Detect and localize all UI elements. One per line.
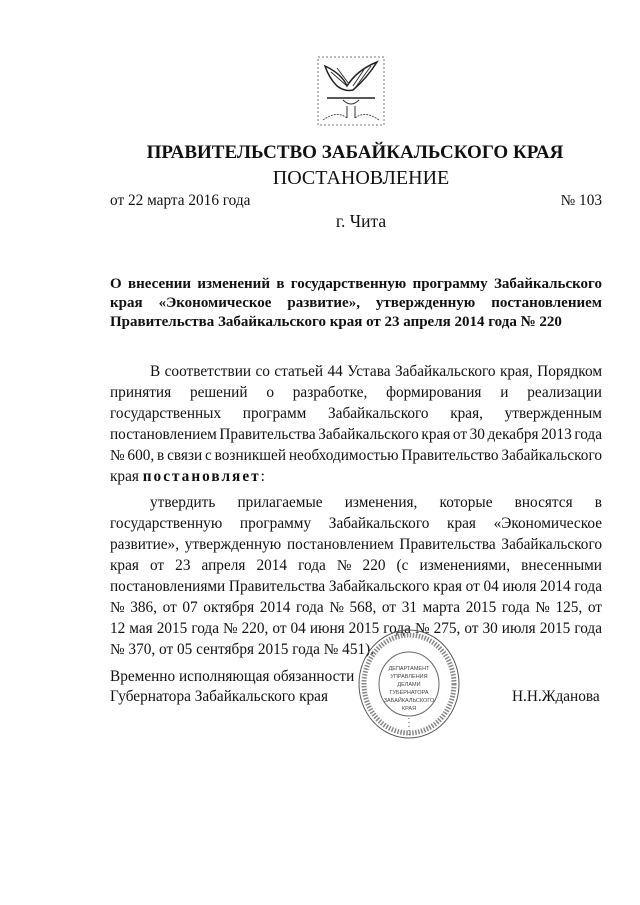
decree-verb: постановляет [142,468,261,485]
title-line: края «Экономическое развитие», утвержденную постановлением [110,295,602,311]
org-name: ПРАВИТЕЛЬСТВО ЗАБАЙКАЛЬСКОГО КРАЯ [146,142,564,163]
signatory-position [110,667,354,707]
text-line: постановлением Правительства Забайкальского края от 30 декабря 2013 года [110,426,602,443]
text-line: постановлениями Правительства Забайкальского края от 04 июля 2014 года [110,578,602,595]
text-line: утвердить прилагаемые изменения, которые вносятся в [150,494,602,511]
svg-text:КРАЯ: КРАЯ [401,706,417,712]
svg-text:ЗАБАЙКАЛЬСКОГО: ЗАБАЙКАЛЬСКОГО [383,698,435,704]
svg-text:ДЕЛАМИ: ДЕЛАМИ [397,682,421,688]
position-line: Губернатора Забайкальского края [110,688,329,705]
text-line: развитие», утвержденную постановлением Правительства Забайкальского [110,536,602,553]
official-stamp-icon [357,628,461,740]
text-line: В соответствии со статьей 44 Устава Забайкальского края, Порядком [150,363,602,380]
position-line: Временно исполняющая обязанности [110,668,355,685]
svg-text:УПРАВЛЕНИЯ: УПРАВЛЕНИЯ [390,674,428,680]
text-line: № 386, от 07 октября 2014 года № 568, от 31 марта 2015 года № 125, от [110,599,602,616]
coat-of-arms-icon [317,56,385,126]
svg-text:ГУБЕРНАТОРА: ГУБЕРНАТОРА [389,690,429,696]
doc-type: ПОСТАНОВЛЕНИЕ [272,167,450,189]
signatory-name: Н.Н.Жданова [512,688,600,705]
svg-text:ДЕПАРТАМЕНТ: ДЕПАРТАМЕНТ [388,666,430,672]
text-line: края [110,468,139,485]
text-line-final [110,466,602,487]
city: г. Чита [335,211,387,231]
colon: : [260,468,265,485]
title-line: О внесении изменений в государственную программу Забайкальского [110,276,602,292]
text-line: государственных программ Забайкальского края, утвержденным [110,405,602,422]
title-line: Правительства Забайкальского края от 23 апреля 2014 года № 220 [110,314,562,330]
text-line: № 370, от 05 сентября 2015 года № 451). [110,641,375,658]
text-line: края от 23 апреля 2014 года № 220 (с изменениями, внесенными [110,557,602,574]
text-line: принятия решений о разработке, формирования и реализации [110,384,602,401]
doc-number: № 103 [560,192,602,209]
text-line: государственную программу Забайкальского края «Экономическое [110,515,602,532]
text-line: 12 мая 2015 года № 220, от 04 июня 2015 года № 275, от 30 июля 2015 года [110,620,602,637]
doc-date: от 22 марта 2016 года [110,192,251,209]
text-line: № 600, в связи с возникшей необходимостью Правительство Забайкальского [110,447,602,464]
